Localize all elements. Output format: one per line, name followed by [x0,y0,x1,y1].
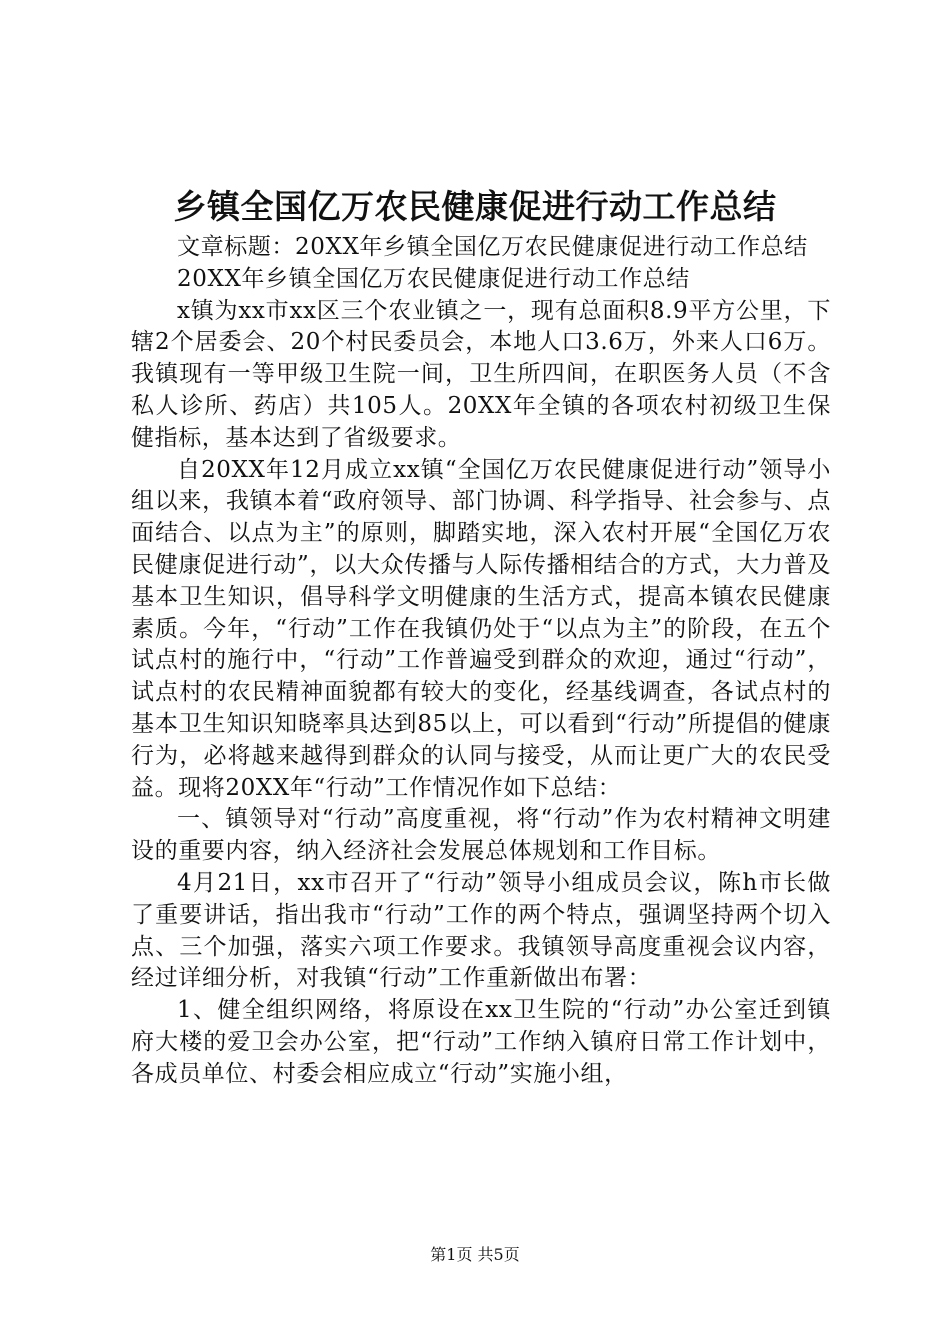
paragraph-subtitle: 20XX年乡镇全国亿万农民健康促进行动工作总结 [177,265,690,292]
paragraph-item-one: 1、健全组织网络，将原设在xx卫生院的“行动”办公室迁到镇府大楼的爱卫会办公室，把“行动”工作纳入镇府日常工作计划中，各成员单位、村委会相应成立“行动”实施小组， [131,997,831,1087]
paragraph-meeting: 4月21日，xx市召开了“行动”领导小组成员会议，陈h市长做了重要讲话，指出我市“行动”工作的两个特点，强调坚持两个切入点、三个加强，落实六项工作要求。我镇领导高度重视会议内容，经过详细分析，对我镇“行动”工作重新做出布署： [131,869,831,992]
paragraph-article-heading: 文章标题：20XX年乡镇全国亿万农民健康促进行动工作总结 [177,234,808,260]
document-body [131,232,831,1091]
paragraph-action-background: 自20XX年12月成立xx镇“全国亿万农民健康促进行动”领导小组以来，我镇本着“政府领导、部门协调、科学指导、社会参与、点面结合、以点为主”的原则，脚踏实地，深入农村开展“全国亿万农民健康促进行动”，以大众传播与人际传播相结合的方式，大力普及基本卫生知识，倡导科学文明健康的生活方式，提高本镇农民健康素质。今年，“行动”工作在我镇仍处于“以点为主”的阶段，在五个试点村的施行中，“行动”工作普遍受到群众的欢迎，通过“行动”，试点村的农民精神面貌都有较大的变化，经基线调查，各试点村的基本卫生知识知晓率具达到85以上，可以看到“行动”所提倡的健康行为，必将越来越得到群众的认同与接受，从而让更广大的农民受益。现将20XX年“行动”工作情况作如下总结： [131,456,831,801]
document-title: 乡镇全国亿万农民健康促进行动工作总结 [173,187,777,226]
page-footer: 第1页 共5页 [430,1245,520,1264]
paragraph-section-one: 一、镇领导对“行动”高度重视，将“行动”作为农村精神文明建设的重要内容，纳入经济社会发展总体规划和工作目标。 [131,806,831,865]
paragraph-town-overview: x镇为xx市xx区三个农业镇之一，现有总面积8.9平方公里，下辖2个居委会、20个村民委员会，本地人口3.6万，外来人口6万。我镇现有一等甲级卫生院一间，卫生所四间，在职医务人员（不含私人诊所、药店）共105人。20XX年全镇的各项农村初级卫生保健指标，基本达到了省级要求。 [131,297,831,451]
